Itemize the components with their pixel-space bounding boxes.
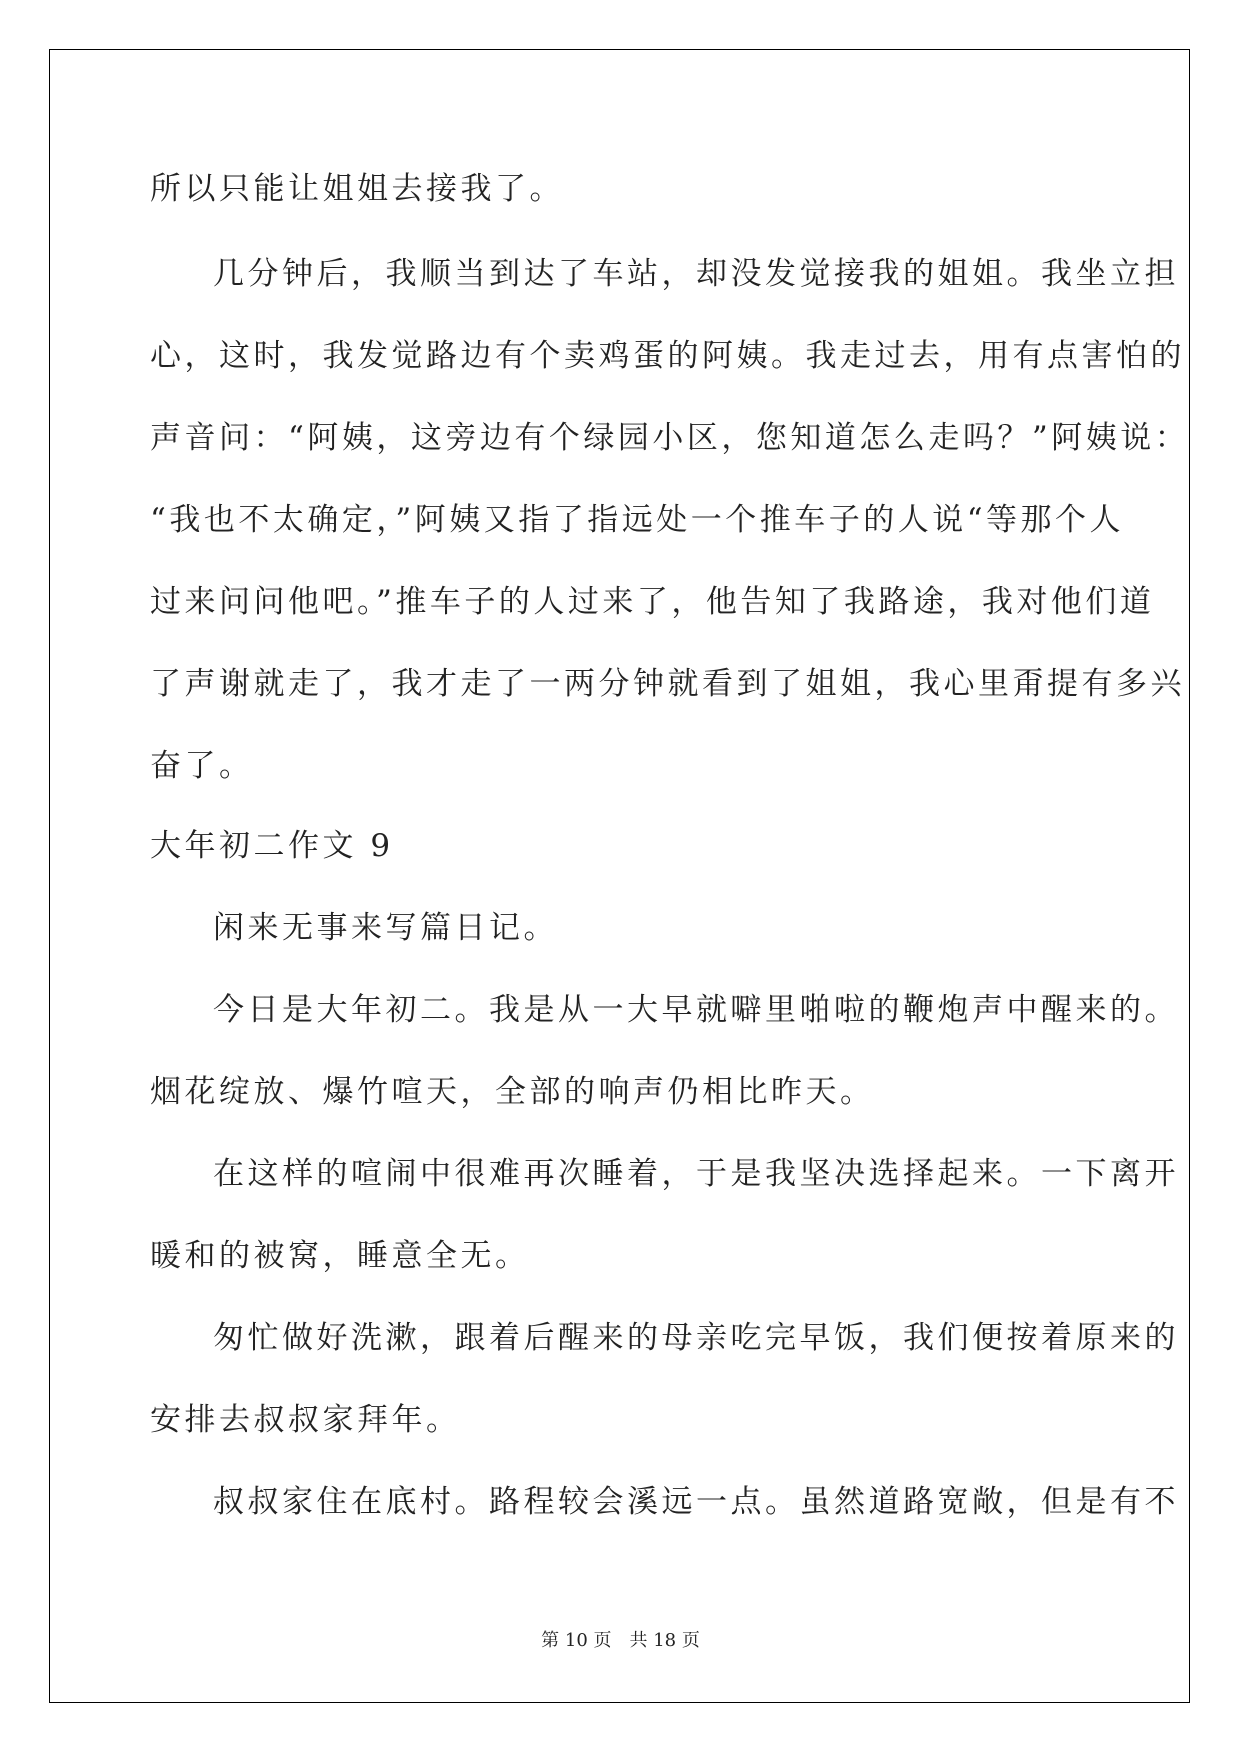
paragraph-line: 叔叔家住在底村。路程较会溪远一点。虽然道路宽敞，但是有不	[213, 1484, 1179, 1520]
page-total: 共 18 页	[629, 1630, 700, 1651]
paragraph-line: 几分钟后，我顺当到达了车站，却没发觉接我的姐姐。我坐立担	[213, 256, 1179, 292]
text-line: 声音问：“阿姨，这旁边有个绿园小区，您知道怎么走吗？”阿姨说：	[150, 420, 1190, 456]
page-border	[49, 49, 1190, 1703]
text-line: 暖和的被窝，睡意全无。	[150, 1238, 530, 1274]
text-line: 烟花绽放、爆竹喧天，全部的响声仍相比昨天。	[150, 1074, 875, 1110]
text-line: 心，这时，我发觉路边有个卖鸡蛋的阿姨。我走过去，用有点害怕的	[150, 338, 1185, 374]
paragraph-line: 今日是大年初二。我是从一大早就噼里啪啦的鞭炮声中醒来的。	[213, 992, 1179, 1028]
paragraph-line: 在这样的喧闹中很难再次睡着，于是我坚决选择起来。一下离开	[213, 1156, 1179, 1192]
text-line: “我也不太确定，”阿姨又指了指远处一个推车子的人说“等那个人	[150, 502, 1125, 538]
page-footer	[0, 1626, 1241, 1652]
text-line: 了声谢就走了，我才走了一两分钟就看到了姐姐，我心里甭提有多兴	[150, 666, 1185, 702]
paragraph-line: 闲来无事来写篇日记。	[213, 910, 558, 946]
paragraph-line: 匆忙做好洗漱，跟着后醒来的母亲吃完早饭，我们便按着原来的	[213, 1320, 1179, 1356]
text-line: 奋了。	[150, 748, 254, 784]
text-line: 安排去叔叔家拜年。	[150, 1402, 461, 1438]
section-heading: 大年初二作文 9	[150, 828, 394, 864]
text-line: 过来问问他吧。”推车子的人过来了，他告知了我路途，我对他们道	[150, 584, 1155, 620]
text-line: 所以只能让姐姐去接我了。	[150, 171, 564, 207]
page-number: 第 10 页	[541, 1630, 612, 1651]
